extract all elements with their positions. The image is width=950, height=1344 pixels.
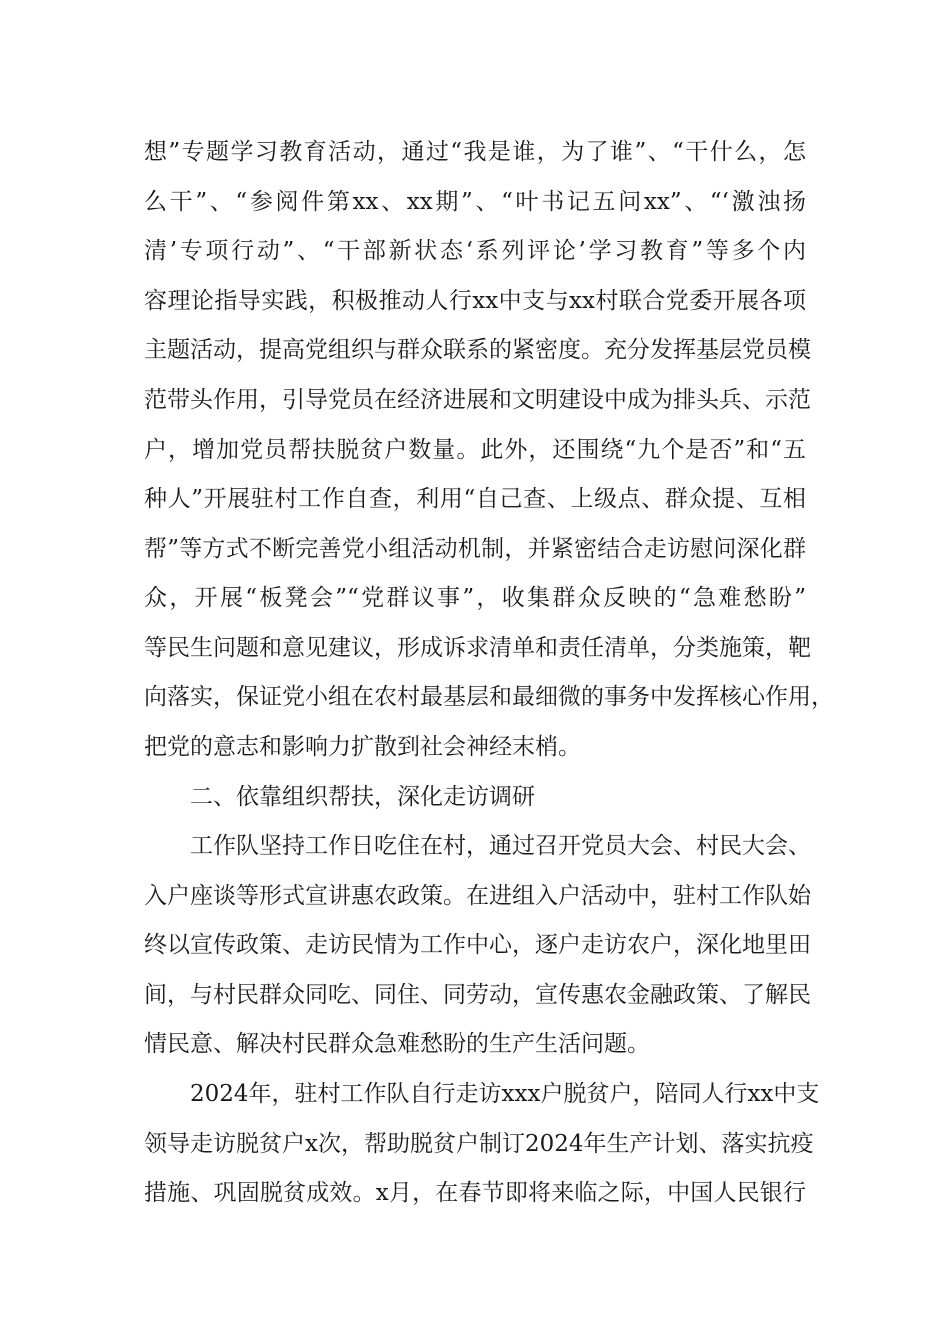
- paragraph-1-line-13: 把党的意志和影响力扩散到社会神经末梢。: [144, 734, 581, 760]
- paragraph-3-line-3: 措施、巩固脱贫成效。x月，在春节即将来临之际，中国人民银行: [144, 1180, 806, 1206]
- paragraph-1-line-9: 帮”等方式不断完善党小组活动机制，并紧密结合走访慰问深化群: [144, 536, 806, 562]
- paragraph-3-line-1: 2024年，驻村工作队自行走访xxx户脱贫户，陪同人行xx中支: [190, 1081, 820, 1107]
- paragraph-2-line-4: 间，与村民群众同吃、同住、同劳动，宣传惠农金融政策、了解民: [144, 982, 811, 1008]
- paragraph-1-line-3: 清’专项行动”、“干部新状态‘系列评论’学习教育”等多个内: [144, 238, 806, 264]
- paragraph-1-line-10: 众，开展“板凳会”“党群议事”，收集群众反映的“急难愁盼”: [144, 585, 806, 611]
- paragraph-1-line-2: 么干”、“参阅件第xx、xx期”、“叶书记五问xx”、“‘激浊扬: [144, 189, 806, 215]
- paragraph-3-line-2: 领导走访脱贫户x次，帮助脱贫户制订2024年生产计划、落实抗疫: [144, 1131, 814, 1157]
- paragraph-2-line-5: 情民意、解决村民群众急难愁盼的生产生活问题。: [144, 1031, 650, 1057]
- paragraph-1-line-8: 种人”开展驻村工作自查，利用“自己查、上级点、群众提、互相: [144, 486, 806, 512]
- paragraph-1-line-7: 户，增加党员帮扶脱贫户数量。此外，还围绕“九个是否”和“五: [144, 437, 806, 463]
- paragraph-1-line-5: 主题活动，提高党组织与群众联系的紧密度。充分发挥基层党员模: [144, 337, 811, 363]
- paragraph-1-line-6: 范带头作用，引导党员在经济进展和文明建设中成为排头兵、示范: [144, 387, 811, 413]
- paragraph-1-line-11: 等民生问题和意见建议，形成诉求清单和责任清单，分类施策，靶: [144, 635, 811, 661]
- paragraph-2-line-3: 终以宣传政策、走访民情为工作中心，逐户走访农户，深化地里田: [144, 932, 811, 958]
- paragraph-2-line-1: 工作队坚持工作日吃住在村，通过召开党员大会、村民大会、: [190, 833, 811, 859]
- paragraph-2-line-2: 入户座谈等形式宣讲惠农政策。在进组入户活动中，驻村工作队始: [144, 883, 811, 909]
- paragraph-1-line-1: 想”专题学习教育活动，通过“我是谁，为了谁”、“干什么，怎: [144, 139, 806, 165]
- paragraph-1-line-12: 向落实，保证党小组在农村最基层和最细微的事务中发挥核心作用，: [144, 684, 834, 710]
- section-heading: 二、依靠组织帮扶，深化走访调研: [190, 784, 535, 810]
- paragraph-1-line-4: 容理论指导实践，积极推动人行xx中支与xx村联合党委开展各项: [144, 288, 806, 314]
